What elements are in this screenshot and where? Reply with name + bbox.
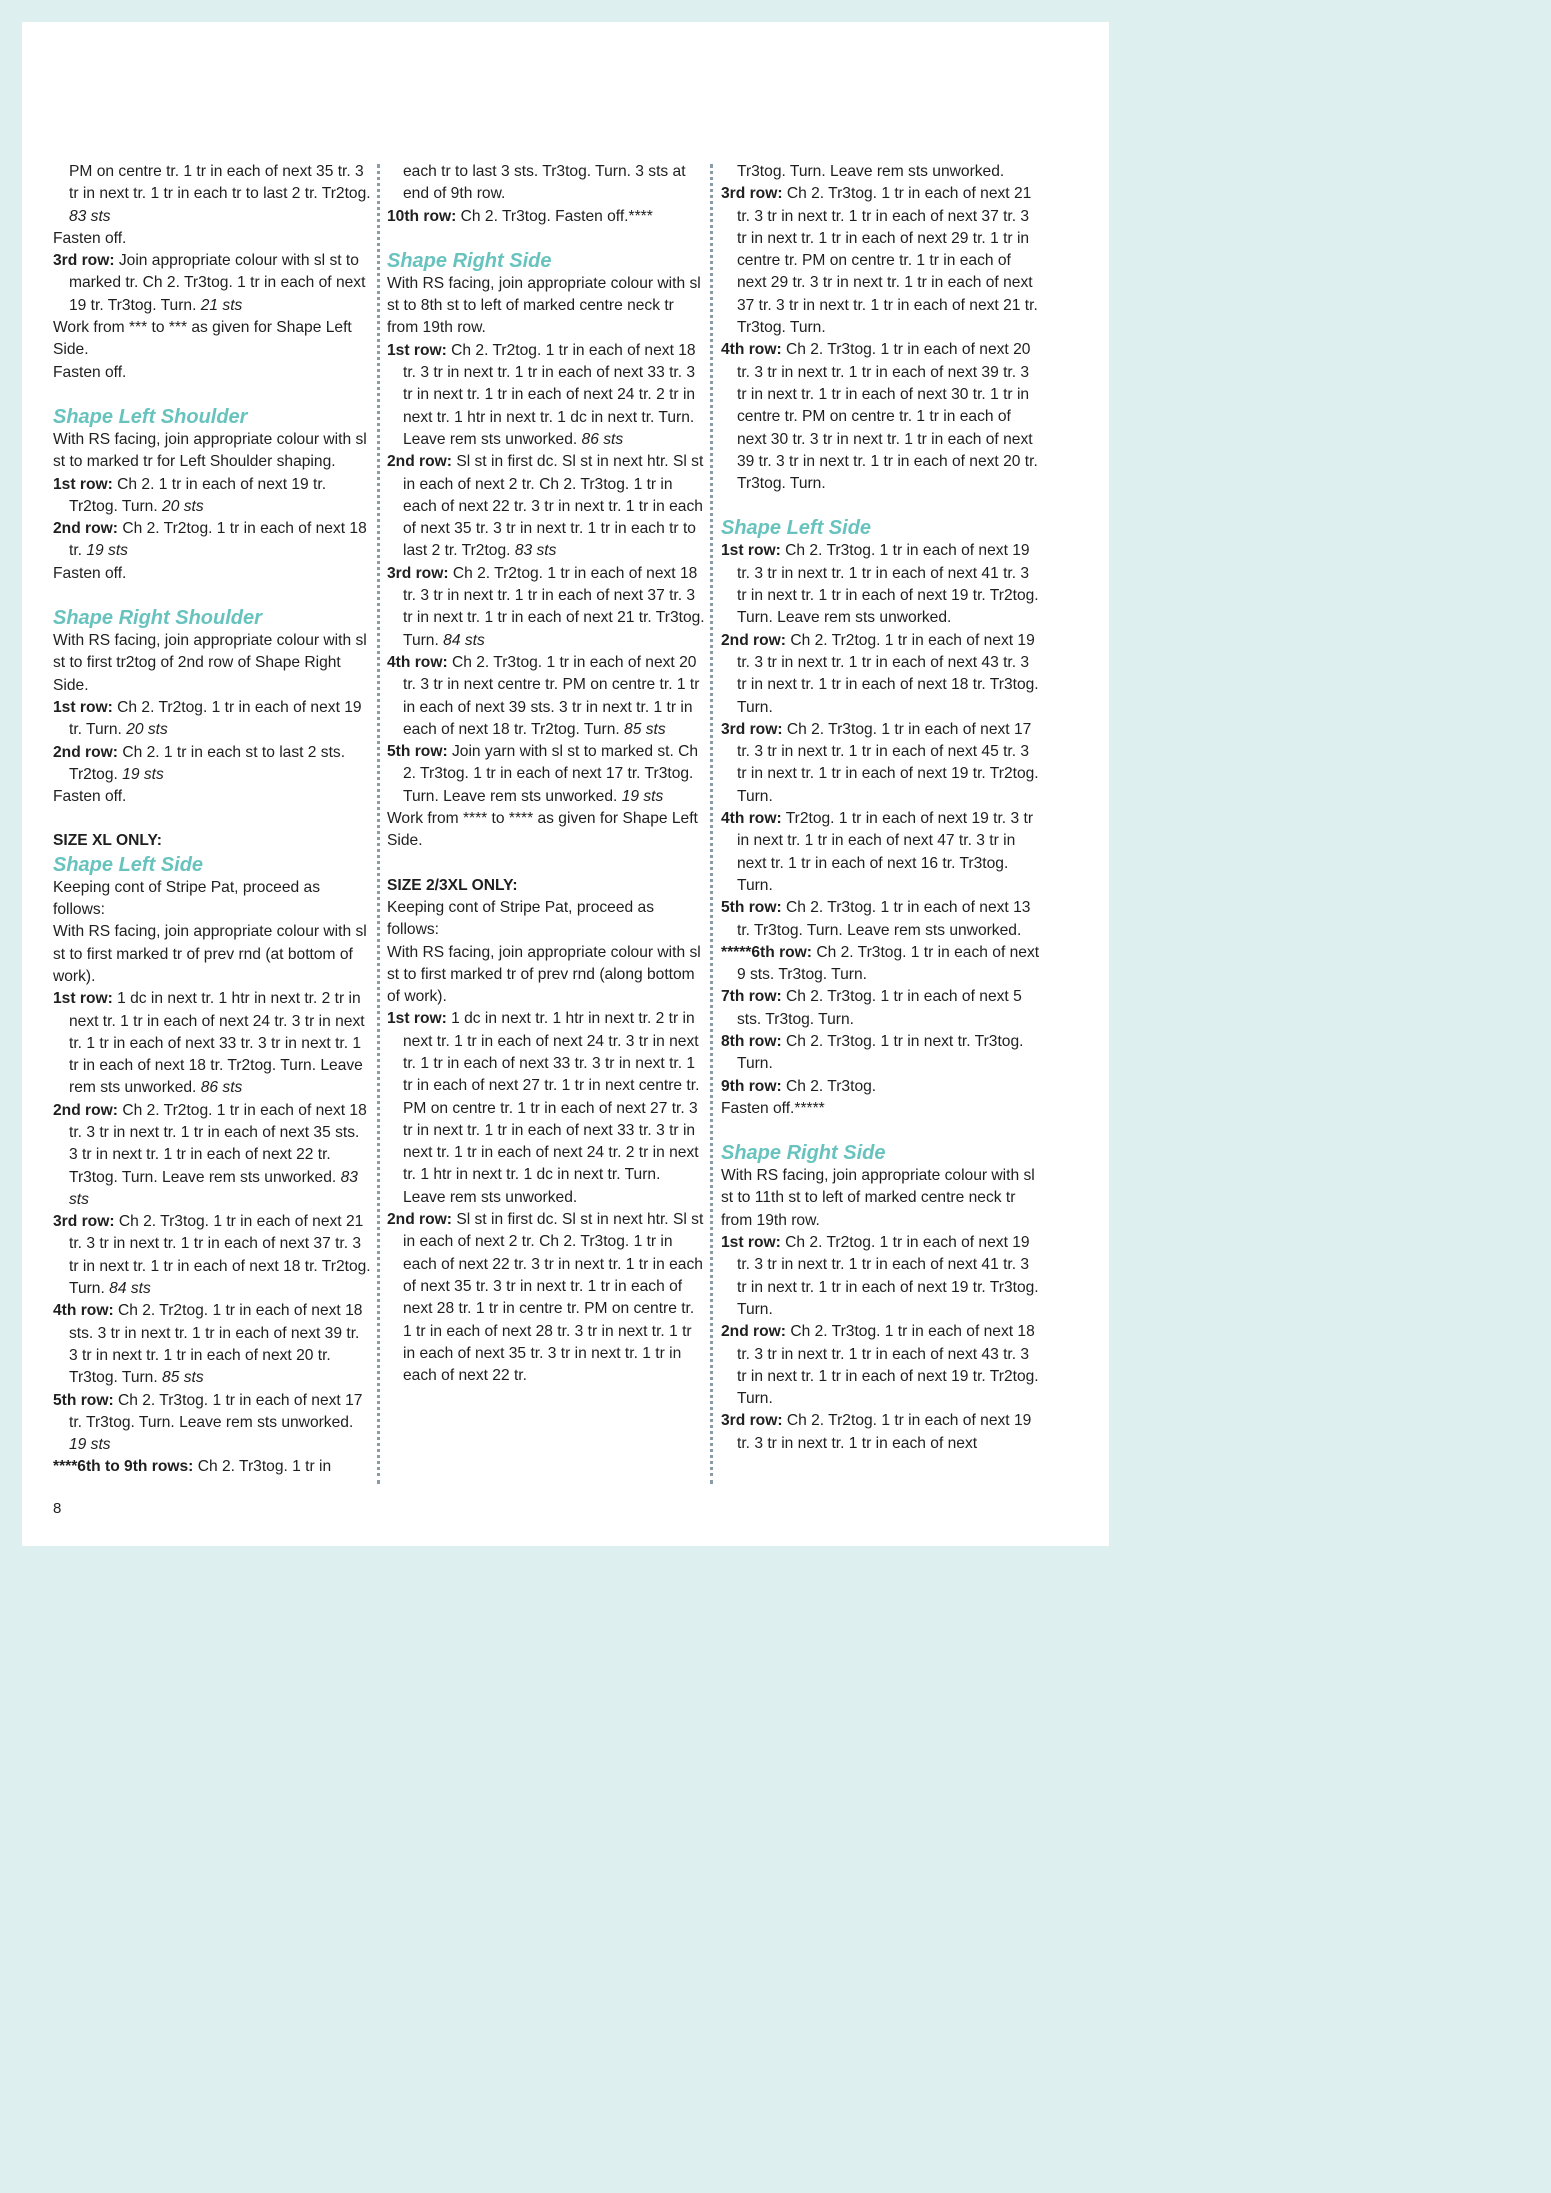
row-label: 9th row:: [721, 1077, 782, 1095]
column-1: [53, 161, 371, 1479]
row-label: 2nd row:: [53, 743, 118, 761]
row-instruction: [721, 808, 1041, 897]
body-text: Ch 2. Tr2tog. 1 tr in each of next 19 tr. 3 tr in next tr. 1 tr in each of next 43 tr. 3 tr in next tr. 1 tr in each of next 18 tr. Tr3tog. Turn.: [737, 631, 1039, 716]
paragraph: With RS facing, join appropriate colour with sl st to first tr2tog of 2nd row of Shape Right Side.: [53, 632, 367, 694]
row-instruction: [53, 697, 371, 742]
row-label: 3rd row:: [721, 720, 783, 738]
row-label: 3rd row:: [53, 1213, 115, 1231]
row-instruction: [53, 1300, 371, 1389]
row-label: 1st row:: [721, 542, 781, 560]
paragraph: With RS facing, join appropriate colour with sl st to marked tr for Left Shoulder shaping.: [53, 430, 367, 471]
row-instruction: [53, 1211, 371, 1300]
row-instruction: [387, 340, 707, 451]
row-instruction: [721, 1076, 1041, 1098]
row-label: *****6th row:: [721, 943, 812, 961]
row-label: 3rd row:: [721, 1412, 783, 1430]
body-text: Ch 2. 1 tr in each st to last 2 sts. Tr2tog.: [69, 743, 346, 783]
paragraph: each tr to last 3 sts. Tr3tog. Turn. 3 sts at end of 9th row.: [403, 163, 686, 203]
row-instruction: [721, 986, 1041, 1031]
row-instruction: [387, 1008, 707, 1209]
body-text: Sl st in first dc. Sl st in next htr. Sl st in each of next 2 tr. Ch 2. Tr3tog. 1 tr in each of next 22 tr. 3 tr in next tr. 1 tr in each of next 35 tr. 3 tr in next tr. 1 tr in each tr to last 2 tr. Tr2tog.: [403, 453, 704, 560]
body-text: Ch 2. Tr2tog. 1 tr in each of next 18 tr. 3 tr in next tr. 1 tr in each of next 35 sts. 3 tr in next tr. 1 tr in each of next 22 tr. Tr3tog. Turn. Leave rem sts unworked.: [69, 1101, 367, 1186]
stitch-count: 84 sts: [109, 1280, 151, 1298]
body-text: Ch 2. Tr3tog. 1 tr in each of next 19 tr. 3 tr in next tr. 1 tr in each of next 41 tr. 3 tr in next tr. 1 tr in each of next 19 tr. Tr2tog. Turn. Leave rem sts unworked.: [737, 542, 1039, 627]
body-text: Ch 2. Tr3tog. 1 tr in each of next 5 sts. Tr3tog. Turn.: [737, 988, 1022, 1028]
row-label: 1st row:: [53, 990, 113, 1008]
row-label: 2nd row:: [387, 1211, 452, 1229]
row-label: 2nd row:: [53, 1101, 118, 1119]
row-label: 4th row:: [721, 341, 782, 359]
row-label: 5th row:: [721, 899, 782, 917]
paragraph: Tr3tog. Turn. Leave rem sts unworked.: [737, 163, 1005, 180]
body-text: Ch 2. Tr3tog. 1 tr in each of next 20 tr. 3 tr in next centre tr. PM on centre tr. 1 tr in each of next 39 sts. 3 tr in next tr. 1 tr in each of next 18 tr. Tr2tog. Turn.: [403, 653, 700, 738]
stitch-count: 19 sts: [122, 765, 164, 783]
body-text: Ch 2. Tr2tog. 1 tr in each of next 19 tr. 3 tr in next tr. 1 tr in each of next 41 tr. 3 tr in next tr. 1 tr in each of next 19 tr. Tr3tog. Turn.: [737, 1234, 1039, 1318]
row-instruction: [53, 1456, 371, 1478]
stitch-count: 20 sts: [162, 497, 204, 515]
row-instruction: [387, 451, 707, 562]
row-label: 8th row:: [721, 1032, 782, 1050]
row-label: 5th row:: [53, 1391, 114, 1409]
body-text: Ch 2. Tr2tog. 1 tr in each of next 18 sts. 3 tr in next tr. 1 tr in each of next 39 tr. 3 tr in next tr. 1 tr in each of next 20 tr. Tr3tog. Turn.: [69, 1302, 363, 1387]
size-caption: SIZE 2/3XL ONLY:: [387, 876, 518, 894]
row-instruction: [721, 942, 1041, 987]
row-label: 5th row:: [387, 743, 448, 761]
body-text: Ch 2. Tr3tog. 1 tr in next tr. Tr3tog. Turn.: [737, 1032, 1024, 1073]
row-label: 2nd row:: [721, 631, 786, 649]
stitch-count: 19 sts: [621, 787, 664, 805]
row-instruction: [387, 1209, 707, 1387]
column-divider: [377, 164, 380, 1484]
paragraph: With RS facing, join appropriate colour with sl st to 8th st to left of marked centre neck tr from 19th row.: [387, 274, 701, 337]
row-instruction: [721, 719, 1041, 808]
section-heading: Shape Right Side: [387, 249, 552, 272]
row-instruction: [721, 540, 1041, 629]
stitch-count: 86 sts: [200, 1079, 243, 1097]
body-text: Ch 2. Tr2tog. 1 tr in each of next 19 tr. 3 tr in next tr. 1 tr in each of next: [737, 1412, 1032, 1452]
row-instruction: [387, 652, 707, 741]
stitch-count: 19 sts: [86, 542, 128, 560]
row-label: 1st row:: [387, 1010, 447, 1028]
section-heading: Shape Left Side: [53, 853, 204, 876]
row-label: 2nd row:: [721, 1323, 786, 1341]
body-text: 1 dc in next tr. 1 htr in next tr. 2 tr in next tr. 1 tr in each of next 24 tr. 3 tr in next tr. 1 tr in each of next 33 tr. 3 tr in next tr. 1 tr in each of next 18 tr. Tr2tog. Turn. Leave rem sts unworked.: [69, 990, 365, 1097]
section-heading: Shape Right Side: [721, 1142, 886, 1165]
row-instruction: [53, 1100, 371, 1211]
column-2: [387, 161, 707, 1387]
row-instruction: [721, 630, 1041, 719]
row-label: 7th row:: [721, 988, 782, 1006]
row-instruction: [53, 250, 371, 317]
body-text: Ch 2. Tr3tog. 1 tr in each of next 20 tr. 3 tr in next tr. 1 tr in each of next 39 tr. 3 tr in next tr. 1 tr in each of next 30 tr. 1 tr in centre tr. PM on centre tr. 1 tr in each of next 30 tr. 3 tr in next tr. 1 tr in each of next 39 tr. 3 tr in next tr. 1 tr in each of next 20 tr. Tr3tog. Turn.: [737, 341, 1038, 493]
stitch-count: 84 sts: [443, 631, 485, 649]
row-instruction: [53, 474, 371, 519]
row-label: 1st row:: [53, 698, 113, 716]
stitch-count: 85 sts: [162, 1369, 204, 1387]
paragraph: Work from **** to **** as given for Shape Left Side.: [387, 810, 698, 850]
row-label: 3rd row:: [387, 564, 449, 582]
row-label: 2nd row:: [387, 453, 452, 471]
body-text: Ch 2. Tr3tog. 1 tr in each of next 18 tr. 3 tr in next tr. 1 tr in each of next 43 tr. 3 tr in next tr. 1 tr in each of next 19 tr. Tr2tog. Turn.: [737, 1323, 1039, 1408]
body-text: Ch 2. Tr3tog. 1 tr in each of next 17 tr. Tr3tog. Turn. Leave rem sts unworked.: [69, 1391, 363, 1431]
body-text: Tr2tog. 1 tr in each of next 19 tr. 3 tr in next tr. 1 tr in each of next 47 tr. 3 tr in next tr. 1 tr in each of next 16 tr. Tr3tog. Turn.: [737, 810, 1034, 894]
stitch-count: 86 sts: [581, 430, 624, 448]
paragraph: Work from *** to *** as given for Shape Left Side.: [53, 319, 352, 359]
column-divider: [710, 164, 713, 1484]
row-instruction: [387, 741, 707, 808]
row-label: 10th row:: [387, 207, 457, 225]
row-instruction: [53, 988, 371, 1099]
row-label: 3rd row:: [53, 252, 115, 270]
paragraph: Fasten off.: [53, 363, 127, 381]
body-text: Ch 2. Tr3tog. 1 tr in each of next 21 tr. 3 tr in next tr. 1 tr in each of next 37 tr. 3 tr in next tr. 1 tr in each of next 29 tr. 1 tr in centre tr. PM on centre tr. 1 tr in each of next 29 tr. 3 tr in next tr. 1 tr in each of next 37 tr. 3 tr in next tr. 1 tr in each of next 21 tr. Tr3tog. Turn.: [737, 185, 1038, 337]
row-instruction: [721, 183, 1041, 339]
row-instruction: [721, 1232, 1041, 1321]
body-text: PM on centre tr. 1 tr in each of next 35 tr. 3 tr in next tr. 1 tr in each tr to last 2 tr. Tr2tog.: [69, 163, 371, 203]
body-text: 1 dc in next tr. 1 htr in next tr. 2 tr in next tr. 1 tr in each of next 24 tr. 3 tr in next tr. 1 tr in each of next 33 tr. 3 tr in next tr. 1 tr in each of next 27 tr. 1 tr in next centre tr. PM on centre tr. 1 tr in each of next 27 tr. 3 tr in next tr. 1 tr in each of next 33 tr. 3 tr in next tr. 1 tr in each of next 24 tr. 2 tr in next tr. 1 htr in next tr. 1 dc in next tr. Turn. Leave rem sts unworked.: [403, 1010, 700, 1206]
stitch-count: 85 sts: [624, 720, 666, 738]
row-label: 4th row:: [53, 1302, 114, 1320]
body-text: Ch 2. 1 tr in each of next 19 tr. Tr2tog. Turn.: [69, 475, 327, 515]
paragraph: Fasten off.: [53, 564, 127, 582]
body-text: Ch 2. Tr3tog. 1 tr in each of next 13 tr. Tr3tog. Turn. Leave rem sts unworked.: [737, 899, 1031, 939]
row-label: 3rd row:: [721, 185, 783, 203]
body-text: Ch 2. Tr2tog. 1 tr in each of next 18 tr. 3 tr in next tr. 1 tr in each of next 37 tr. 3 tr in next tr. 1 tr in each of next 21 tr. Tr3tog. Turn.: [403, 564, 705, 649]
row-instruction: [721, 897, 1041, 942]
paragraph: Fasten off.*****: [721, 1099, 825, 1117]
body-text: Join yarn with sl st to marked st. Ch 2. Tr3tog. 1 tr in each of next 17 tr. Tr3tog. Turn. Leave rem sts unworked.: [403, 743, 699, 805]
body-text: Join appropriate colour with sl st to marked tr. Ch 2. Tr3tog. 1 tr in each of next 19 tr. Tr3tog. Turn.: [69, 252, 366, 314]
size-caption: SIZE XL ONLY:: [53, 832, 162, 850]
row-label: 1st row:: [53, 475, 113, 493]
stitch-count: 21 sts: [200, 296, 243, 314]
paragraph: With RS facing, join appropriate colour with sl st to first marked tr of prev rnd (along bottom of work).: [387, 943, 701, 1006]
row-instruction: [387, 563, 707, 652]
body-text: Ch 2. Tr3tog. 1 tr in each of next 17 tr. 3 tr in next tr. 1 tr in each of next 45 tr. 3 tr in next tr. 1 tr in each of next 19 tr. Tr2tog. Turn.: [737, 720, 1039, 805]
stitch-count: 83 sts: [69, 207, 111, 225]
body-text: Ch 2. Tr3tog. Fasten off.****: [456, 207, 653, 225]
body-text: Ch 2. Tr3tog.: [781, 1077, 877, 1095]
paragraph: Fasten off.: [53, 788, 127, 806]
body-text: Ch 2. Tr2tog. 1 tr in each of next 18 tr.: [69, 520, 367, 560]
row-instruction: [721, 1410, 1041, 1455]
body-text: Ch 2. Tr2tog. 1 tr in each of next 19 tr. Turn.: [69, 698, 362, 739]
stitch-count: 83 sts: [69, 1168, 358, 1208]
paragraph: With RS facing, join appropriate colour with sl st to first marked tr of prev rnd (at bottom of work).: [53, 923, 367, 985]
row-label: 4th row:: [387, 653, 448, 671]
row-label: ****6th to 9th rows:: [53, 1458, 194, 1476]
paragraph: With RS facing, join appropriate colour with sl st to 11th st to left of marked centre neck tr from 19th row.: [721, 1167, 1035, 1229]
row-instruction: [721, 1031, 1041, 1076]
section-heading: Shape Right Shoulder: [53, 607, 262, 630]
row-instruction: [53, 1390, 371, 1457]
section-heading: Shape Left Shoulder: [53, 405, 248, 428]
paragraph: Keeping cont of Stripe Pat, proceed as follows:: [53, 878, 320, 919]
stitch-count: 83 sts: [514, 542, 557, 560]
section-heading: Shape Left Side: [721, 517, 872, 540]
row-label: 1st row:: [721, 1234, 781, 1252]
row-label: 2nd row:: [53, 520, 118, 538]
document-page: [22, 22, 1109, 1546]
paragraph: Fasten off.: [53, 229, 127, 247]
body-text: Ch 2. Tr2tog. 1 tr in each of next 18 tr. 3 tr in next tr. 1 tr in each of next 33 tr. 3 tr in next tr. 1 tr in each of next 24 tr. 2 tr in next tr. 1 htr in next tr. 1 dc in next tr. Turn. Leave rem sts unworked.: [403, 341, 696, 448]
page-number: 8: [53, 1500, 62, 1517]
body-text: Ch 2. Tr3tog. 1 tr in each of next 9 sts. Tr3tog. Turn.: [737, 943, 1040, 984]
stitch-count: 19 sts: [69, 1436, 111, 1454]
row-instruction: [53, 742, 371, 787]
row-instruction: [721, 339, 1041, 495]
row-instruction: [387, 206, 707, 228]
body-text: Ch 2. Tr3tog. 1 tr in: [193, 1458, 332, 1476]
body-text: Sl st in first dc. Sl st in next htr. Sl st in each of next 2 tr. Ch 2. Tr3tog. 1 tr in each of next 22 tr. 3 tr in next tr. 1 tr in each of next 35 tr. 3 tr in next tr. 1 tr in each of next 28 tr. 1 tr in centre tr. PM on centre tr. 1 tr in each of next 28 tr. 3 tr in next tr. 1 tr in each of next 35 tr. 3 tr in next tr. 1 tr in each of next 22 tr.: [403, 1211, 704, 1385]
row-label: 4th row:: [721, 810, 782, 828]
row-instruction: [53, 518, 371, 563]
paragraph: Keeping cont of Stripe Pat, proceed as follows:: [387, 898, 654, 939]
row-label: 1st row:: [387, 341, 447, 359]
column-3: [721, 161, 1041, 1455]
body-text: Ch 2. Tr3tog. 1 tr in each of next 21 tr. 3 tr in next tr. 1 tr in each of next 37 tr. 3 tr in next tr. 1 tr in each of next 18 tr. Tr2tog. Turn.: [69, 1213, 371, 1298]
stitch-count: 20 sts: [126, 721, 168, 739]
paragraph: [53, 161, 371, 228]
row-instruction: [721, 1321, 1041, 1410]
